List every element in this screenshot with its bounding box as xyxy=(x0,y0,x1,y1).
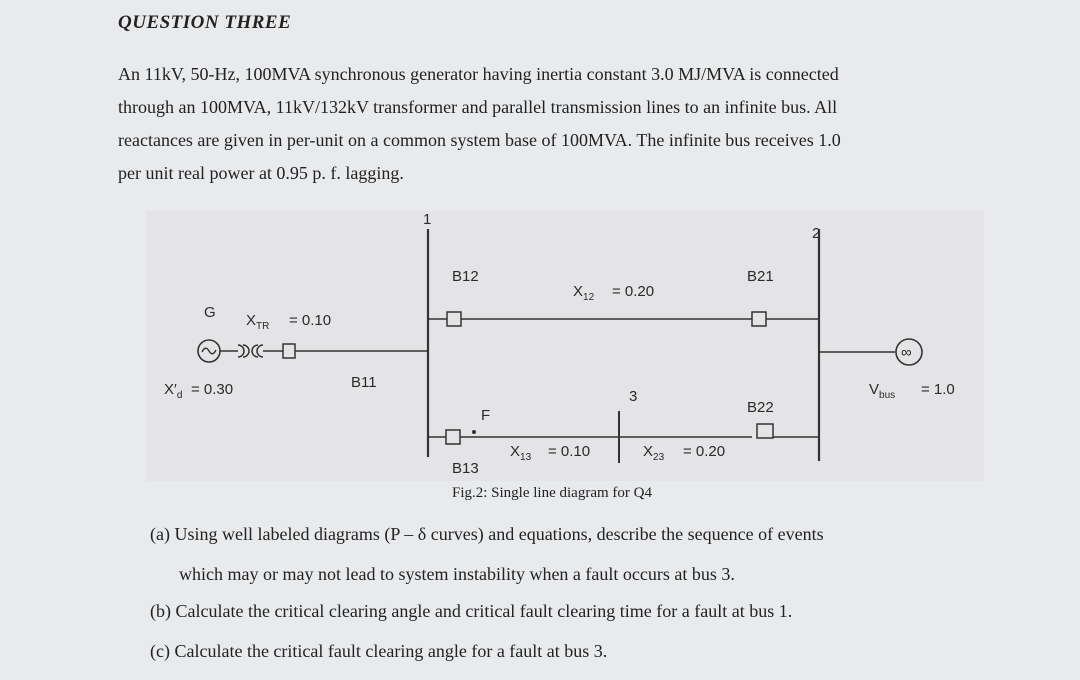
b22-label: B22 xyxy=(747,399,774,416)
infinite-symbol: ∞ xyxy=(901,344,912,361)
figure-caption: Fig.2: Single line diagram for Q4 xyxy=(452,485,652,501)
statement-line-4: per unit real power at 0.95 p. f. lagging. xyxy=(118,163,404,183)
b12-label: B12 xyxy=(452,268,479,285)
generator-sine-icon xyxy=(202,348,216,354)
single-line-diagram xyxy=(146,211,984,481)
question-b: (b) Calculate the critical clearing angle and critical fault clearing time for a fault at bus 1. xyxy=(150,601,793,621)
question-c: (c) Calculate the critical fault clearing angle for a fault at bus 3. xyxy=(150,641,608,661)
x13-label: $X_{13}$ xyxy=(510,443,532,463)
x12-label: $X_{12}$ xyxy=(573,283,595,303)
b13-label: B13 xyxy=(452,460,479,477)
breaker-b21-icon xyxy=(752,312,766,326)
statement-line-1: An 11kV, 50-Hz, 100MVA synchronous generator having inertia constant 3.0 MJ/MVA is connected xyxy=(118,64,839,84)
question-heading: QUESTION THREE xyxy=(118,12,292,33)
vbus-label: $V_{bus}$ xyxy=(869,381,896,401)
generator-label: G xyxy=(204,304,216,321)
question-a-line-1: (a) Using well labeled diagrams (P – δ curves) and equations, describe the sequence of events xyxy=(150,524,824,544)
xtr-value: = 0.10 xyxy=(289,312,332,329)
node-2-label: 2 xyxy=(812,225,821,242)
breaker-b22-icon xyxy=(757,424,773,438)
b21-label: B21 xyxy=(747,268,774,285)
node-1-label: 1 xyxy=(423,211,432,228)
x12-value: = 0.20 xyxy=(612,283,655,300)
x23-label: $X_{23}$ xyxy=(643,443,665,463)
breaker-b11-icon xyxy=(283,344,295,358)
xd-label: $X'_d$ xyxy=(164,381,183,401)
b11-label: B11 xyxy=(351,374,377,391)
xtr-label: $X_{TR}$ xyxy=(246,312,270,332)
statement-line-3: reactances are given in per-unit on a common system base of 100MVA. The infinite bus receives 1.0 xyxy=(118,130,841,150)
xd-value: = 0.30 xyxy=(191,381,234,398)
fault-label: F xyxy=(481,407,491,424)
statement-line-2: through an 100MVA, 11kV/132kV transformer and parallel transmission lines to an infinite bus. All xyxy=(118,97,838,117)
diagram-canvas xyxy=(146,211,984,481)
x23-value: = 0.20 xyxy=(683,443,726,460)
x13-value: = 0.10 xyxy=(548,443,591,460)
problem-statement xyxy=(118,58,948,190)
transformer-primary-icon xyxy=(238,345,249,357)
node-3-label: 3 xyxy=(629,388,638,405)
breaker-b12-icon xyxy=(447,312,461,326)
vbus-value: = 1.0 xyxy=(921,381,955,398)
question-a-line-2: which may or may not lead to system instability when a fault occurs at bus 3. xyxy=(179,564,735,584)
fault-marker-icon xyxy=(472,430,476,434)
transformer-secondary-icon xyxy=(252,345,263,357)
breaker-b13-icon xyxy=(446,430,460,444)
